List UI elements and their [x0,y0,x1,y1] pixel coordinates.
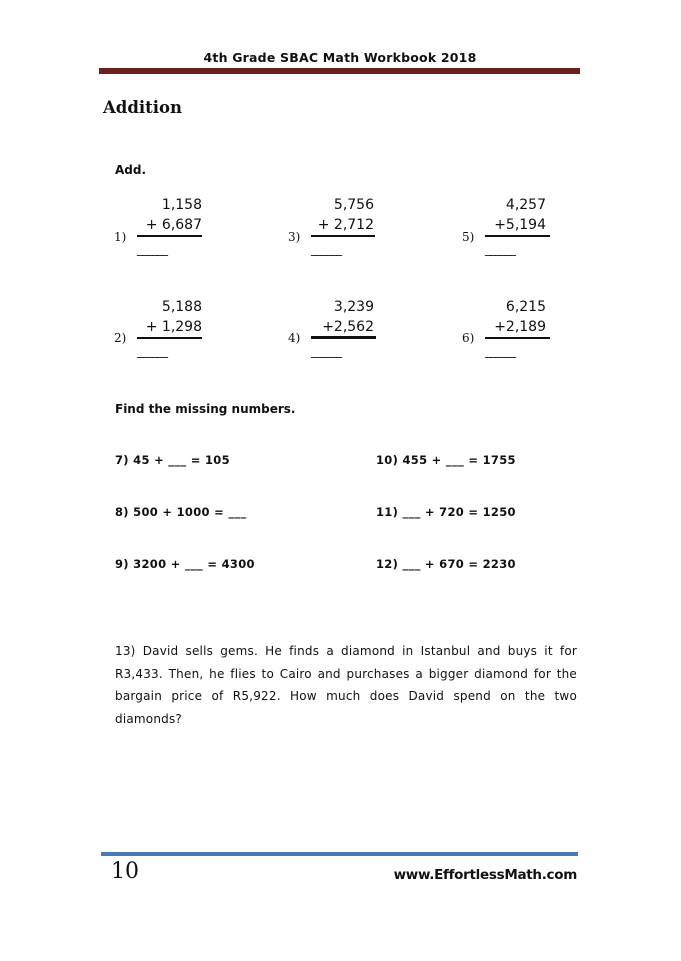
top-operand: 5,756 [333,197,374,213]
problem-number: 4) [288,331,301,345]
answer-blank[interactable]: ______ [311,344,341,358]
problem-number: 6) [462,331,475,345]
bottom-operand: + 1,298 [145,319,202,335]
addition-problem-4 [288,297,388,367]
page-number: 10 [111,859,139,884]
top-operand: 5,188 [161,299,202,315]
missing-item-7: 7) 45 + ___ = 105 [115,453,230,467]
add-instruction: Add. [115,163,147,177]
top-operand: 6,215 [505,299,546,315]
bottom-operand: + 2,712 [317,217,374,233]
sum-line [311,336,376,339]
problem-number: 5) [462,230,475,244]
answer-blank[interactable]: ______ [137,242,167,256]
answer-blank[interactable]: ______ [485,344,515,358]
addition-problem-3 [288,195,388,265]
answer-blank[interactable]: ______ [485,242,515,256]
top-operand: 4,257 [505,197,546,213]
bottom-operand: +2,189 [494,319,546,335]
sum-line [137,235,202,237]
addition-problem-6 [462,297,562,367]
workbook-title: 4th Grade SBAC Math Workbook 2018 [203,50,477,65]
missing-item-11: 11) ___ + 720 = 1250 [376,505,516,519]
answer-blank[interactable]: ______ [137,344,167,358]
sum-line [137,337,202,339]
addition-problem-5 [462,195,562,265]
sum-line [485,337,550,339]
header-rule [99,68,580,74]
website-url: www.EffortlessMath.com [393,867,577,883]
bottom-operand: + 6,687 [145,217,202,233]
missing-instruction: Find the missing numbers. [115,402,296,416]
top-operand: 3,239 [333,299,374,315]
answer-blank[interactable]: ______ [311,242,341,256]
footer-rule [101,852,578,856]
top-operand: 1,158 [161,197,202,213]
missing-item-10: 10) 455 + ___ = 1755 [376,453,516,467]
word-problem-13: 13) David sells gems. He finds a diamond in Istanbul and buys it for R3,433. Then, he flies to Cairo and purchases a bigger diamond for the bargain price of R5,922. How much does David spend on the two diamonds? [115,644,577,726]
problem-number: 3) [288,230,301,244]
problem-number: 1) [114,230,127,244]
section-title: Addition [103,98,183,117]
sum-line [311,235,375,237]
addition-problem-2 [114,297,214,367]
bottom-operand: +5,194 [494,217,546,233]
sum-line [485,235,550,237]
problem-number: 2) [114,331,127,345]
missing-item-8: 8) 500 + 1000 = ___ [115,505,247,519]
bottom-operand: +2,562 [322,319,374,335]
addition-problem-1 [114,195,214,265]
missing-item-12: 12) ___ + 670 = 2230 [376,557,516,571]
missing-item-9: 9) 3200 + ___ = 4300 [115,557,255,571]
